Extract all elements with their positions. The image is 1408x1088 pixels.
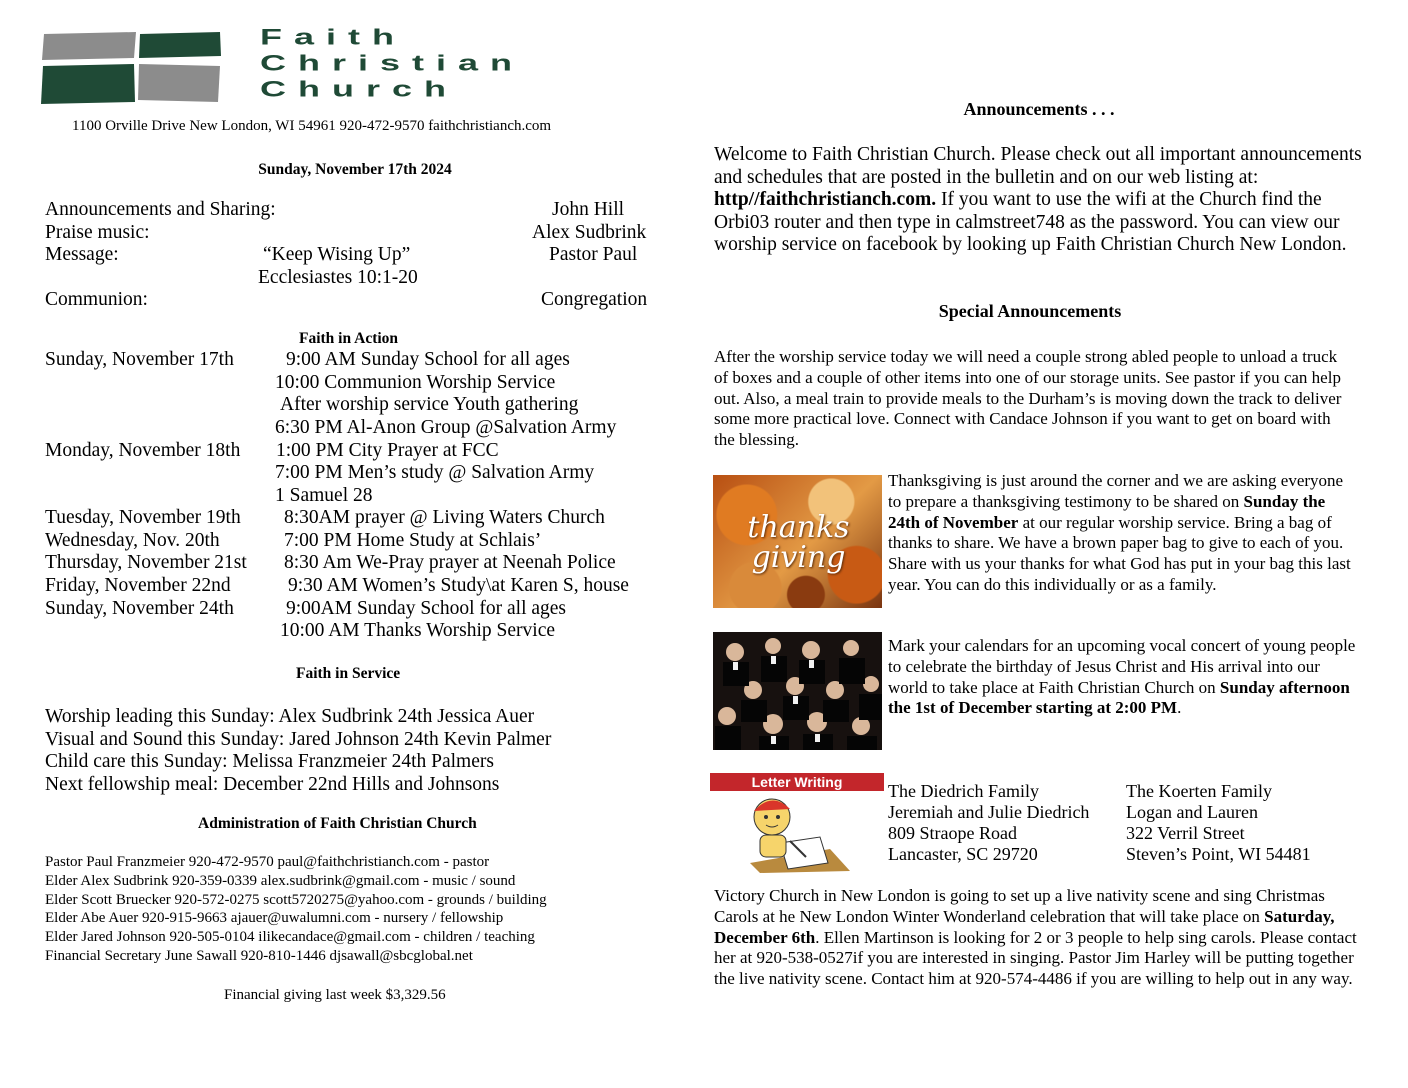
schedule-event: 9:00 AM Sunday School for all ages	[286, 349, 570, 370]
concert-date: Sunday afternoon the 1st of December starting at 2:00 PM	[888, 677, 1350, 718]
announcements-person: John Hill	[552, 199, 625, 220]
letter-writing-image	[710, 773, 884, 873]
message-label: Message:	[45, 244, 119, 265]
admin-contact: Pastor Paul Franzmeier 920-472-9570 paul@faithchristianch.com - pastor	[45, 854, 490, 870]
service-assignment: Worship leading this Sunday: Alex Sudbrink 24th Jessica Auer	[45, 706, 535, 727]
schedule-event: 6:30 PM Al-Anon Group @Salvation Army	[275, 417, 617, 438]
schedule-event: 8:30AM prayer @ Living Waters Church	[284, 507, 605, 528]
financial-giving: Financial giving last week $3,329.56	[224, 987, 446, 1003]
schedule-event: After worship service Youth gathering	[280, 394, 579, 415]
welcome-paragraph	[714, 144, 1364, 257]
schedule-event: 1 Samuel 28	[275, 485, 373, 506]
schedule-day: Tuesday, November 19th	[45, 507, 241, 528]
faith-in-service-heading: Faith in Service	[296, 665, 401, 682]
concert-paragraph: Mark your calendars for an upcoming vocal concert of young people to celebrate the birthday of Jesus Christ and His arrival into our world to take place at Faith Christian Church on Sunday afternoon the 1st of December starting at 2:00 PM.	[888, 636, 1356, 718]
child-writing-icon	[710, 791, 884, 873]
victory-date: Saturday, December 6th	[714, 906, 1335, 947]
praise-person: Alex Sudbrink	[532, 222, 647, 243]
schedule-day: Wednesday, Nov. 20th	[45, 530, 220, 551]
administration-heading: Administration of Faith Christian Church	[198, 815, 477, 832]
website-link[interactable]: http//faithchristianch.com.	[714, 189, 937, 210]
letter-writing-banner: Letter Writing	[710, 773, 884, 791]
praise-label: Praise music:	[45, 222, 150, 243]
announcements-heading: Announcements . . .	[963, 99, 1115, 119]
schedule-day: Sunday, November 17th	[45, 349, 234, 370]
thanksgiving-image	[713, 475, 882, 608]
choir-image	[713, 632, 882, 750]
schedule-event: 10:00 Communion Worship Service	[275, 372, 556, 393]
schedule-event: 1:00 PM City Prayer at FCC	[276, 440, 499, 461]
service-assignment: Visual and Sound this Sunday: Jared Johnson 24th Kevin Palmer	[45, 729, 552, 750]
logo-word-faith: Faith	[260, 24, 406, 50]
admin-contact: Financial Secretary June Sawall 920-810-1446 djsawall@sbcglobal.net	[45, 948, 473, 964]
logo-blocks-graphic	[40, 30, 225, 106]
schedule-day: Friday, November 22nd	[45, 575, 231, 596]
service-assignment: Child care this Sunday: Melissa Franzmeier 24th Palmers	[45, 751, 494, 772]
communion-label: Communion:	[45, 289, 148, 310]
thanksgiving-date: Sunday the 24th of November	[888, 491, 1326, 532]
admin-contact: Elder Jared Johnson 920-505-0104 ilikecandace@gmail.com - children / teaching	[45, 929, 535, 945]
schedule-day: Thursday, November 21st	[45, 552, 247, 573]
message-title: “Keep Wising Up”	[263, 244, 411, 265]
schedule-event: 8:30 Am We-Pray prayer at Neenah Police	[284, 552, 616, 573]
schedule-day: Sunday, November 24th	[45, 598, 234, 619]
schedule-day: Monday, November 18th	[45, 440, 241, 461]
admin-contact: Elder Abe Auer 920-915-9663 ajauer@uwalumni.com - nursery / fellowship	[45, 910, 504, 926]
family-street: 809 Straope Road	[888, 823, 1017, 843]
family-members: Jeremiah and Julie Diedrich	[888, 802, 1090, 822]
special-announcements-heading: Special Announcements	[938, 301, 1122, 321]
schedule-event: 7:00 PM Men’s study @ Salvation Army	[275, 462, 595, 483]
choir-singers-graphic	[713, 632, 882, 750]
message-scripture: Ecclesiastes 10:1-20	[258, 267, 418, 288]
schedule-event: 9:30 AM Women’s Study\at Karen S, house	[288, 575, 629, 596]
church-address: 1100 Orville Drive New London, WI 54961 920-472-9570 faithchristianch.com	[72, 118, 552, 134]
schedule-event: 7:00 PM Home Study at Schlais’	[284, 530, 542, 551]
schedule-event: 9:00AM Sunday School for all ages	[286, 598, 567, 619]
storage-help-paragraph: After the worship service today we will need a couple strong abled people to unload a truck of boxes and a couple of other items into one of our storage units. See pastor if you can help out. Also, a meal train to provide meals to the Durham’s is moving down the track to deliver some more practical love. Connect with Candace Johnson if you want to get on board with the blessing.	[714, 347, 1342, 450]
family-street: 322 Verril Street	[1126, 823, 1245, 843]
thanksgiving-image-text: thanks giving	[747, 510, 850, 575]
schedule-event: 10:00 AM Thanks Worship Service	[280, 620, 556, 641]
family-city: Steven’s Point, WI 54481	[1126, 844, 1311, 864]
bulletin-date: Sunday, November 17th 2024	[258, 161, 452, 178]
church-logo	[40, 24, 670, 108]
family-city: Lancaster, SC 29720	[888, 844, 1038, 864]
victory-church-paragraph: Victory Church in New London is going to set up a live nativity scene and sing Christmas Carols at he New London Winter Wonderland celebration that will take place on Saturday, December 6th. Ellen Martinson is looking for 2 or 3 people to help sing carols. Please contact her at 920-538-0527if you are interested in singing. Pastor Jim Harley will be putting together the live nativity scene. Contact him at 920-574-4486 if you are willing to help out in any way.	[714, 886, 1357, 989]
family-name: The Diedrich Family	[888, 781, 1039, 801]
admin-contact: Elder Scott Bruecker 920-572-0275 scott5720275@yahoo.com - grounds / building	[45, 892, 547, 908]
faith-in-action-heading: Faith in Action	[299, 330, 399, 347]
logo-word-christian: Christian	[260, 50, 525, 76]
family-name: The Koerten Family	[1126, 781, 1272, 801]
admin-contact: Elder Alex Sudbrink 920-359-0339 alex.sudbrink@gmail.com - music / sound	[45, 873, 516, 889]
welcome-text-2: If you want to use the wifi at the Church find the Orbi03 router and then type in calmstreet748 as the password. You can view our worship service on facebook by looking up Faith Christian Church New London.	[714, 189, 1347, 255]
welcome-text: Welcome to Faith Christian Church. Please check out all important announcements and schedules that are posted in the bulletin and on our web listing at:	[714, 144, 1362, 188]
thanksgiving-paragraph: Thanksgiving is just around the corner and we are asking everyone to prepare a thanksgiving testimony to be shared on Sunday the 24th of November at our regular worship service. Bring a bag of thanks to share. We have a brown paper bag to give to each of you. Share with us your thanks for what God has put in your bag this last year. You can do this individually or as a family.	[888, 471, 1351, 594]
communion-person: Congregation	[541, 289, 648, 310]
message-person: Pastor Paul	[549, 244, 638, 265]
announcements-label: Announcements and Sharing:	[45, 199, 276, 220]
service-assignment: Next fellowship meal: December 22nd Hills and Johnsons	[45, 774, 500, 795]
logo-word-church: Church	[260, 76, 458, 102]
family-members: Logan and Lauren	[1126, 802, 1258, 822]
